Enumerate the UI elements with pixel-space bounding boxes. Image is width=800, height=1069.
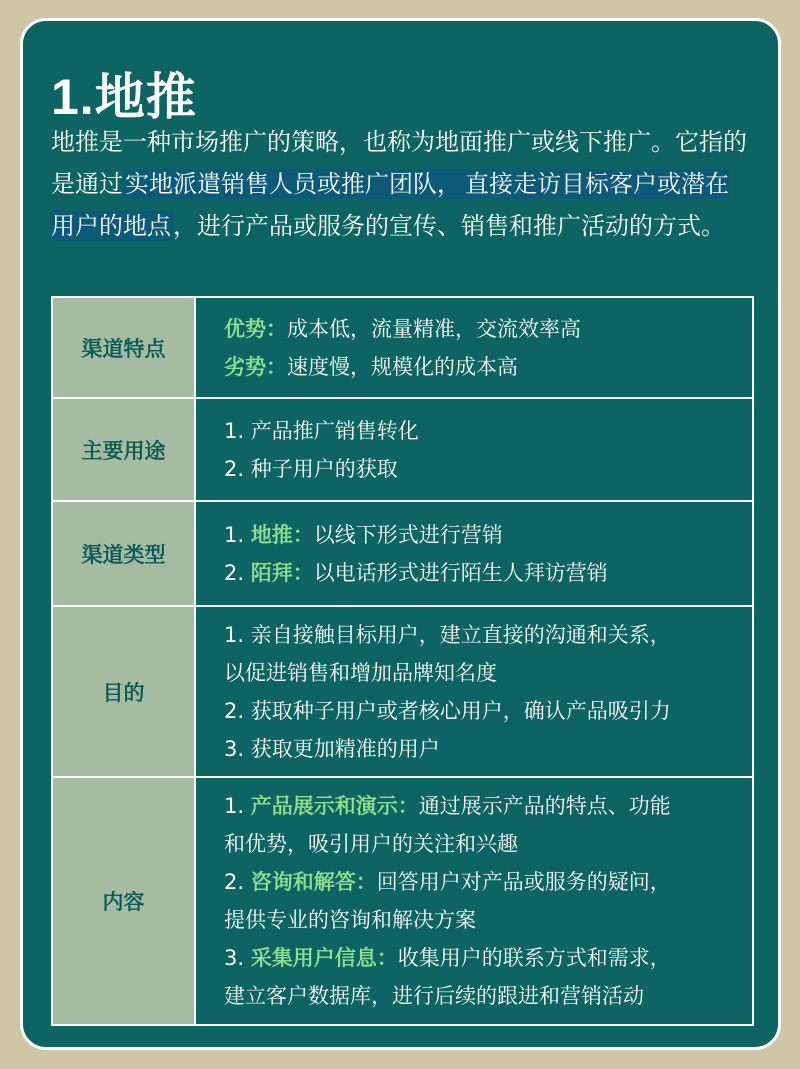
content-line xyxy=(224,516,736,554)
line-text: 以促进销售和增加品牌知名度 xyxy=(224,660,497,685)
line-text: 速度慢，规模化的成本高 xyxy=(287,354,518,379)
row-content xyxy=(195,297,753,398)
line-number: 2. xyxy=(224,870,251,894)
content-line xyxy=(224,554,736,592)
line-number: 2. xyxy=(224,560,251,585)
line-text: 2. 获取种子用户或者核心用户，确认产品吸引力 xyxy=(224,698,671,723)
intro-text: 地推是一种市场推广的策略，也称为地面推广或线下推广。它指的是通过 xyxy=(51,128,747,198)
content-line xyxy=(224,450,736,488)
line-text: 收集用户的联系方式和需求， xyxy=(397,946,671,970)
content-line xyxy=(224,863,736,901)
line-keyword: 劣势： xyxy=(224,354,287,379)
intro-text: ，进行产品或服务的宣传、销售和推广活动的方式。 xyxy=(173,212,725,240)
row-label: 主要用途 xyxy=(52,398,195,501)
row-content xyxy=(195,777,753,1025)
line-text: 以线下形式进行营销 xyxy=(313,522,503,547)
line-keyword: 采集用户信息： xyxy=(250,946,398,970)
content-line xyxy=(224,825,736,863)
intro-highlight: 实地派遣销售人员或推广团队， xyxy=(125,170,461,198)
table-row xyxy=(52,777,753,1025)
row-label: 目的 xyxy=(52,606,195,777)
content-line xyxy=(224,730,736,768)
content-line xyxy=(224,692,736,730)
content-line xyxy=(224,977,736,1015)
line-text: 以电话形式进行陌生人拜访营销 xyxy=(313,560,608,585)
table-row xyxy=(52,398,753,501)
line-text: 1. 产品推广销售转化 xyxy=(224,418,419,443)
row-content xyxy=(195,606,753,777)
content-line xyxy=(224,654,736,692)
line-number: 1. xyxy=(224,522,251,547)
line-text: 成本低，流量精准，交流效率高 xyxy=(287,316,581,341)
row-label: 渠道特点 xyxy=(52,297,195,398)
table-row xyxy=(52,297,753,398)
content-line xyxy=(224,412,736,450)
line-text: 3. 获取更加精准的用户 xyxy=(224,736,440,761)
line-text: 回答用户对产品或服务的疑问， xyxy=(376,870,671,894)
table-row xyxy=(52,606,753,777)
line-keyword: 优势： xyxy=(224,316,287,341)
content-card xyxy=(20,18,781,1050)
page-title: 1.地推 xyxy=(51,69,197,125)
line-keyword: 陌拜： xyxy=(250,560,314,585)
info-table xyxy=(51,296,754,1026)
line-text: 建立客户数据库，进行后续的跟进和营销活动 xyxy=(224,984,644,1008)
content-line xyxy=(224,787,736,825)
content-line xyxy=(224,348,736,386)
line-text: 2. 种子用户的获取 xyxy=(224,456,398,481)
content-line xyxy=(224,616,736,654)
intro-paragraph xyxy=(51,121,751,247)
line-keyword: 咨询和解答： xyxy=(250,870,377,894)
line-text: 1. 亲自接触目标用户，建立直接的沟通和关系， xyxy=(224,622,671,647)
content-line xyxy=(224,310,736,348)
intro-highlight: 直接走访目标客户或潜在用户的地点 xyxy=(51,170,729,240)
row-label: 内容 xyxy=(52,777,195,1025)
table-row xyxy=(52,501,753,606)
line-text: 通过展示产品的特点、功能 xyxy=(418,794,671,818)
line-keyword: 产品展示和演示： xyxy=(250,794,419,818)
line-text: 提供专业的咨询和解决方案 xyxy=(224,908,476,932)
row-label: 渠道类型 xyxy=(52,501,195,606)
line-number: 3. xyxy=(224,946,251,970)
line-number: 1. xyxy=(224,794,251,818)
content-line xyxy=(224,901,736,939)
content-line xyxy=(224,939,736,977)
row-content xyxy=(195,398,753,501)
line-text: 和优势，吸引用户的关注和兴趣 xyxy=(224,832,518,856)
line-keyword: 地推： xyxy=(250,522,314,547)
row-content xyxy=(195,501,753,606)
